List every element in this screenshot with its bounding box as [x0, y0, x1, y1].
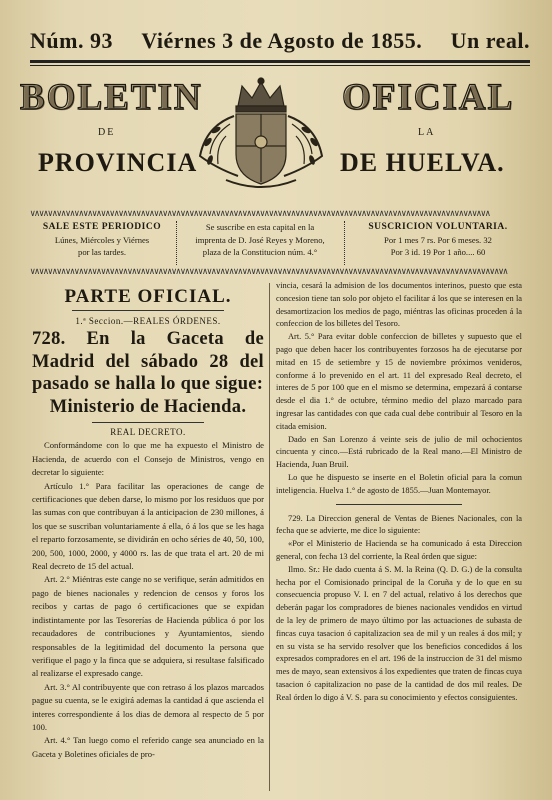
schedule-line: Lúnes, Miércoles y Viérnes [54, 234, 150, 245]
title-boletin: BOLETIN [20, 77, 203, 118]
article-headline: 728. En la Gaceta de Madrid del sábado 28 del pasado se halla lo que sigue: [32, 329, 264, 394]
royal-crest-icon [186, 76, 336, 194]
left-column [32, 286, 264, 761]
prices-line: Por 1 mes 7 rs. Por 6 meses. 32 [384, 234, 492, 245]
info-separator [176, 221, 178, 265]
place-line: plaza de la Constitucion núm. 4.° [202, 247, 318, 257]
word-la: LA [418, 127, 436, 138]
paragraph: Lo que he dispuesto se inserte en el Boletin oficial para la comun inteligencia. Huelva 1.° de agosto de 1855.—Juan Montemayor. [276, 472, 522, 495]
column-divider [269, 283, 270, 791]
paragraph: Dado en San Lorenzo á veinte seis de julio de mil ochocientos cincuenta y cinco.—Está rubricado de la Real mano.—El Ministro de Hacienda, Juan Bruil. [276, 434, 522, 470]
issue-number: Núm. 93 [30, 28, 113, 53]
ornament-band-bottom: ∨∧∨∧∨∧∨∧∨∧∨∧∨∧∨∧∨∧∨∧∨∧∨∧∨∧∨∧∨∧∨∧∨∧∨∧∨∧∨∧∨∧∨∧∨∧∨∧∨∧∨∧∨∧∨∧∨∧∨∧∨∧∨∧∨∧∨∧∨∧∨∧∨∧∨∧∨∧∨∧∨∧∨∧∨∧∨∧∨∧∨∧∨∧∨∧∨∧∨∧∨∧∨∧∨∧∨∧ [30, 268, 508, 277]
prices-title: SUSCRICION VOLUNTARIA. [368, 222, 508, 232]
paragraph: Artículo 1.° Para facilitar las operaciones de cange de certificaciones que deben darse, lo mismo por los residuos que por las sumas con que contribuyan á la anticipacion de 230 millones, á los que se suscriban voluntariamente á ella, ó á los que se les haga el reparto forzosamente, se dividirán en ocho séries de 40, 50, 100, 200, 500, 1000, 2000, y 4000 rs. las de que trata el art. 20 de mi Real decreto de 15 del actual. [32, 480, 264, 572]
subscription-prices [348, 221, 528, 265]
decree-title: REAL DECRETO. [110, 427, 186, 437]
section-subtitle: 1.ª Seccion.—REALES ÓRDENES. [75, 316, 221, 326]
issue-price: Un real. [450, 28, 530, 53]
paragraph: «Por el Ministerio de Hacienda se ha comunicado á esta Direccion general, con fecha 13 del corriente, la Real órden que sigue: [276, 539, 522, 561]
title-oficial: OFICIAL [342, 77, 515, 118]
paragraph: Art. 2.° Miéntras este cange no se verifique, serán admitidos en pago de bienes nacionales y redencion de censos y foros los recibos y cartas de pago ó certificaciones que se expidan indistintamente por las Tesorerías de Hacienda pública ó por los recaudadores de contribuciones y Ayuntamientos, siendo responsables de la legitimidad del documento la persona que verifique el pago y la finca que se adquiera, si resultase falsificado al realizarse el expresado cange. [32, 574, 264, 679]
info-separator [344, 221, 346, 265]
paragraph: Ilmo. Sr.: He dado cuenta á S. M. la Reina (Q. D. G.) de la consulta hecha por el Comisionado principal de la Coruña y de lo que en su consecuencia propuso V. I. en 7 del actual, relativo á los derechos que deberán pagar los compradores de bienes nacionales vendidos en virtud de la ley de primero de mayo último por las actuaciones de subasta de fincas cuya tasacion ó capitalizacion sea de mil y un reales á dos mil; y en su vista se ha servido resolver que los beneficios concedidos á los expresados compradores en el art. 196 de la instruccion de 31 del mismo mes de mayo, sean extensivos á los expedientes que traten de fincas cuya tasacion ó capitalizacion no pase de la cantidad de dos mil reales. De Real órden lo digo á V. S. para su conocimiento y efectos consiguientes. [276, 564, 522, 702]
schedule-line: por las tardes. [78, 247, 126, 257]
article-divider [336, 504, 462, 505]
top-rule [30, 60, 530, 63]
right-column [276, 280, 522, 705]
prices-line: Por 3 id. 19 Por 1 año.... 60 [390, 247, 486, 257]
paragraph: Art. 4.° Tan luego como el referido cange sea anunciado en la Gaceta y Boletines oficiales de pro- [32, 735, 264, 759]
top-rule-thin [30, 65, 530, 66]
schedule-title: SALE ESTE PERIODICO [42, 222, 162, 232]
section-title: PARTE OFICIAL. [64, 286, 232, 307]
word-de-huelva: DE HUELVA. [340, 148, 505, 177]
publication-schedule [34, 221, 170, 265]
subscription-place [180, 221, 340, 265]
word-de: DE [98, 127, 116, 138]
word-provincia: PROVINCIA [38, 148, 198, 177]
place-line: Se suscribe en esta capital en la [205, 222, 315, 232]
paragraph: 729. La Direccion general de Ventas de Bienes Nacionales, con la fecha que se advierte, me dice lo siguiente: [276, 513, 522, 536]
paragraph: Art. 3.° Al contribuyente que con retraso á los plazos marcados pague su cuenta, se le exigirá ademas la cantidad á que ascienda el interes correspondiente á los dias de demora al respecto de 5 por 100. [32, 681, 264, 732]
ornament-band-top: ∨∧∨∧∨∧∨∧∨∧∨∧∨∧∨∧∨∧∨∧∨∧∨∧∨∧∨∧∨∧∨∧∨∧∨∧∨∧∨∧∨∧∨∧∨∧∨∧∨∧∨∧∨∧∨∧∨∧∨∧∨∧∨∧∨∧∨∧∨∧∨∧∨∧∨∧∨∧∨∧∨∧∨∧∨∧∨∧∨∧∨∧∨∧∨∧∨∧∨∧∨∧∨∧ [30, 210, 490, 219]
paragraph: Conformándome con lo que me ha expuesto el Ministro de Hacienda, de acuerdo con el Consejo de Ministros, vengo en decretar lo siguiente: [32, 440, 264, 478]
paragraph: vincia, cesará la admision de los documentos interinos, puesto que esta concesion tiene tan solo por objeto el facilitar á los que se interesen en la desamortizacion los medios de pago, miéntras las oficinas proceden á la confeccion de los billetes del Tesoro. [276, 281, 522, 329]
ministry-title: Ministerio de Hacienda. [49, 396, 247, 417]
masthead-line [30, 28, 530, 58]
place-line: imprenta de D. José Reyes y Moreno, [195, 234, 325, 245]
issue-date: Viérnes 3 de Agosto de 1855. [141, 28, 423, 53]
paragraph: Art. 5.° Para evitar doble confeccion de billetes y supuesto que el pago que deben hacer los contribuyentes forzosos ha de ejecutarse por mitad en 15 de setiembre y 15 de noviembre próximos venideros, conforme á lo prevenido en el art. 11 del expresado Real decreto, el interes de 5 por 100 que en el mismo se determina, empezará á contarse desde el dia 1.° de octubre, término medio del plazo marcado para ingresar las cantidades con que cada cual debe contribuir al Tesoro en la citada emision. [276, 332, 522, 431]
